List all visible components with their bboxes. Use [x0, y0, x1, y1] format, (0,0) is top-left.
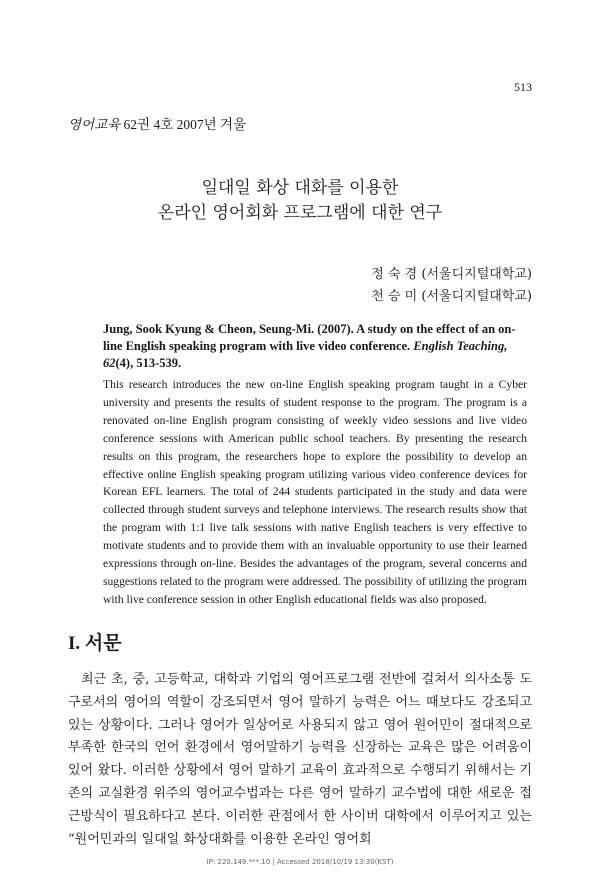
- author-name: 정 숙 경: [371, 267, 418, 282]
- access-footer: IP: 220.149.***.10 | Accessed 2018/10/19 13:30(KST): [206, 858, 394, 866]
- author-2: [371, 286, 532, 308]
- author-affiliation: (서울디지털대학교): [421, 289, 532, 304]
- section-heading: I. 서문: [68, 633, 122, 654]
- citation-journal: English Teaching, 62: [103, 339, 508, 370]
- citation: [103, 321, 527, 372]
- paper-title: [0, 176, 600, 226]
- title-line-2: 온라인 영어회화 프로그램에 대한 연구: [157, 203, 443, 223]
- author-affiliation: (서울디지털대학교): [421, 267, 532, 282]
- journal-name: 영어교육: [68, 117, 121, 132]
- author-1: [371, 264, 532, 286]
- title-line-1: 일대일 화상 대화를 이용한: [201, 178, 399, 198]
- citation-rest: (4), 513-539.: [115, 356, 182, 370]
- abstract: This research introduces the new on-line English speaking program taught in a Cyber university and presents the results of student response to the program. The program is a renovated on-line English program consisting of weekly video sessions and live video conference sessions with American public school teachers. By presenting the research results on this program, the researchers hope to explore the possibility to develop an effective online English speaking program utilizing various video conference devices for Korean EFL learners. The total of 244 students participated in the study and data were collected through student surveys and telephone interviews. The research results show that the program with 1:1 live talk sessions with native English teachers is very effective to motivate students and to provide them with an invaluable opportunity to use their learned expressions through on-line. Besides the advantages of the program, several concerns and suggestions related to the program were addressed. The possibility of utilizing the program with live conference session in other English educational fields was also proposed.: [103, 378, 527, 606]
- citation-text: Jung, Sook Kyung & Cheon, Seung-Mi. (2007). A study on the effect of an on-line English speaking program with live video conference.: [103, 322, 516, 353]
- author-name: 천 승 미: [371, 289, 418, 304]
- page-number: 513: [514, 80, 532, 94]
- author-list: [371, 264, 532, 308]
- journal-header: [68, 113, 246, 133]
- journal-issue: 62권 4호 2007년 겨울: [120, 117, 247, 132]
- section-body: 최근 초, 중, 고등학교, 대학과 기업의 영어프로그램 전반에 걸쳐서 의사소통 도구로서의 영어의 역할이 강조되면서 영어 말하기 능력은 어느 때보다도 강조되고 있는 상황이다. 그러나 영어가 일상어로 사용되지 않고 영어 원어민이 절대적으로 부족한 한국의 언어 환경에서 영어말하기 능력을 신장하는 교육은 많은 어려움이 있어 왔다. 이러한 상황에서 영어 말하기 교육이 효과적으로 수행되기 위해서는 기존의 교실환경 위주의 영어교수법과는 다른 영어 말하기 교수법에 대한 새로운 접근방식이 필요하다고 본다. 이러한 관점에서 한 사이버 대학에서 이루어지고 있는 “원어민과의 일대일 화상대화를 이용한 온라인 영어회: [68, 672, 532, 847]
